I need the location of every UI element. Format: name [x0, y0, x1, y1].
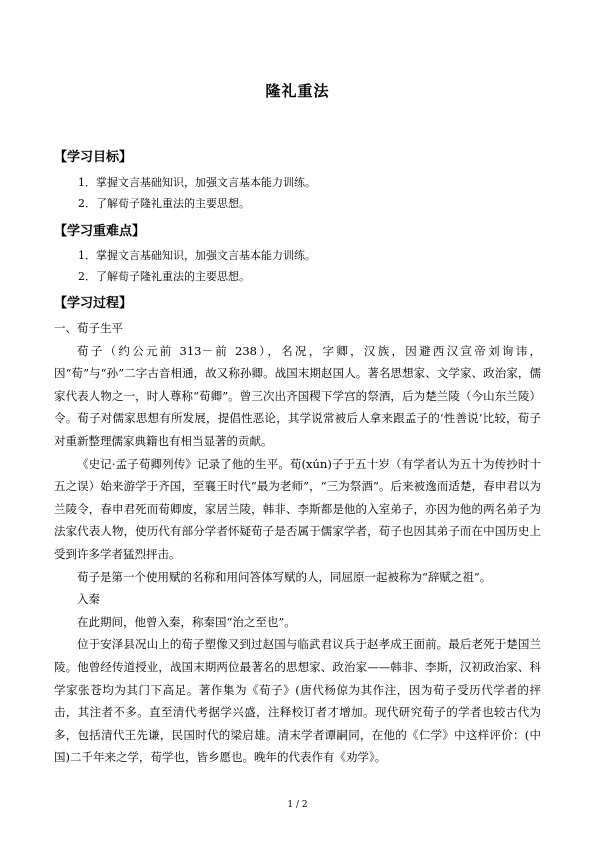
key-point-item-1: 1．掌握文言基础知识，加强文言基本能力训练。 [78, 249, 316, 262]
process-subheading: 一、荀子生平 [54, 321, 123, 335]
paragraph-ruqin-heading: 入秦 [77, 592, 100, 607]
paragraph-later-life: 位于安泽县况山上的荀子塑像又到过赵国与临武君议兵于赵孝成王面前。最后老死于楚国兰陵。他曾经传道授业，战国末期两位最著名的思想家、政治家——韩非、李斯，汉初政治家、科学家张苍均为其门下高足。著作集为《荀子》(唐代杨倞为其作注，因为荀子受历代学者的抨击，其注者不多。直至清代考据学兴盛，注释校订者才增加。现代研究荀子的学者也较古代为多，包括清代王先谦，民国时代的梁启雄。清末学者谭嗣同，在他的《仁学》中这样评价：(中国)二千年来之学，荀学也，皆乡愿也。晚年的代表作有《劝学》。 [54, 637, 541, 765]
objective-item-1: 1．掌握文言基础知识，加强文言基本能力训练。 [78, 176, 316, 189]
objective-item-2: 2．了解荀子隆礼重法的主要思想。 [78, 197, 250, 210]
paragraph-ruqin: 在此期间，他曾入秦，称秦国“治之至也”。 [77, 614, 296, 629]
page-title: 隆礼重法 [265, 82, 330, 100]
process-body [54, 317, 541, 769]
objectives-heading: 【学习目标】 [54, 150, 133, 165]
key-point-item-2: 2．了解荀子隆礼重法的主要思想。 [78, 270, 250, 283]
paragraph-fu: 荀子是第一个使用赋的名称和用问答体写赋的人，同屈原一起被称为“辞赋之祖”。 [77, 569, 492, 584]
paragraph-biography: 荀子（约公元前 313－前 238），名况，字卿，汉族，因避西汉宣帝刘询讳，因“荀”与“孙”二字古音相通，故又称孙卿。战国末期赵国人。著名思想家、文学家、政治家，儒家代表人物之一，时人尊称“荀卿”。曾三次出齐国稷下学宫的祭酒，后为楚兰陵（今山东兰陵）令。荀子对儒家思想有所发展，提倡性恶论，其学说常被后人拿来跟孟子的‘性善说’比较，荀子对重新整理儒家典籍也有相当显著的贡献。 [54, 343, 541, 448]
process-heading: 【学习过程】 [54, 296, 133, 311]
paragraph-shiji: 《史记·孟子荀卿列传》记录了他的生平。荀(xún)子于五十岁（有学者认为五十为传抄时十五之误）始来游学于齐国，至襄王时代“最为老师”，“三为祭酒”。后来被逸而适楚，春申君以为兰陵令，春申君死而荀卿废，家居兰陵，韩非、李斯都是他的入室弟子，亦因为他的两名弟子为法家代表人物，使历代有部分学者怀疑荀子是否属于儒家学者，荀子也因其弟子而在中国历史上受到许多学者猛烈抨击。 [54, 456, 541, 561]
key-points-heading: 【学习重难点】 [54, 224, 146, 239]
page-number: 1 / 2 [287, 800, 308, 810]
